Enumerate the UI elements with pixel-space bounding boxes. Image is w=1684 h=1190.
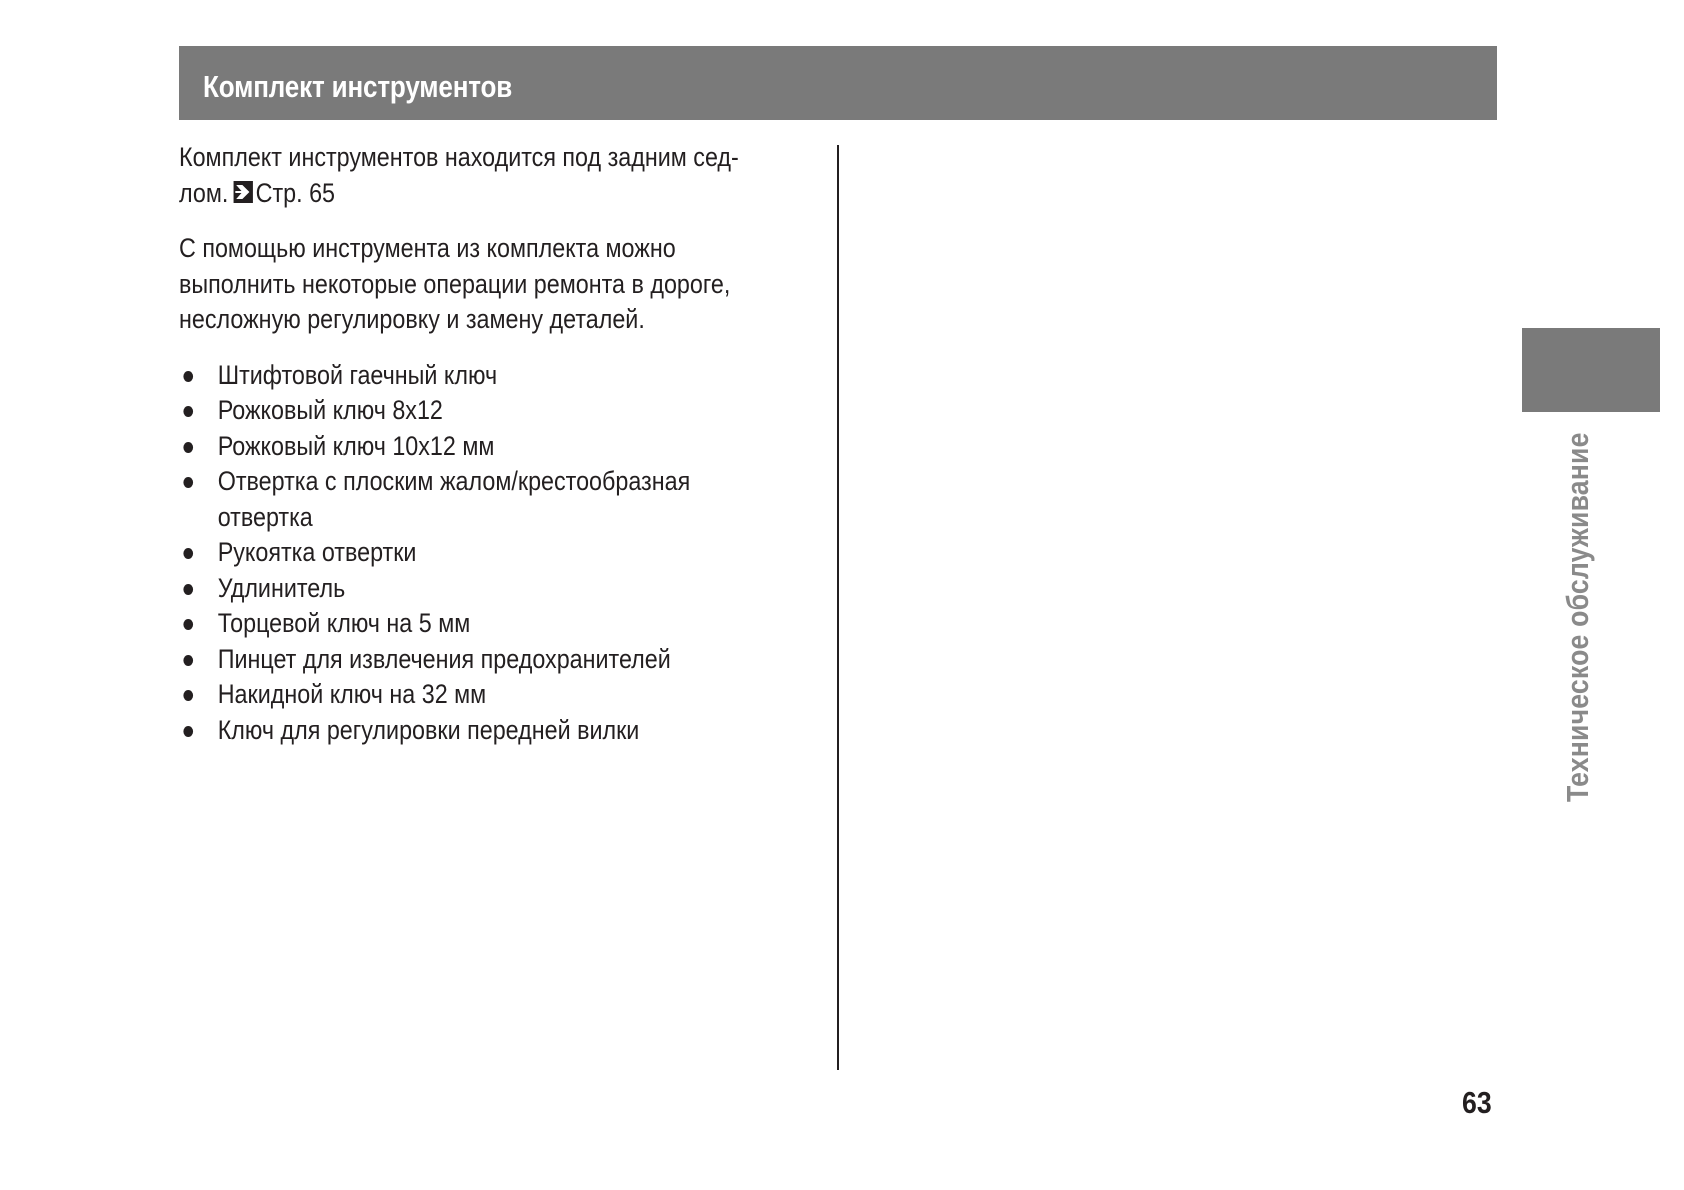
left-column	[179, 140, 819, 748]
bullet-icon	[183, 442, 193, 453]
list-item-label: Рожковый ключ 10x12 мм	[217, 430, 495, 461]
list-item-label: Штифтовой гаечный ключ	[217, 359, 498, 390]
list-item	[179, 642, 834, 678]
list-item	[179, 535, 834, 571]
bullet-icon	[183, 406, 193, 417]
list-item-label: Ключ для регулировки передней вилки	[217, 714, 640, 745]
list-item-label: Рукоятка отвертки	[217, 537, 417, 567]
page-number: 63	[1462, 1085, 1492, 1120]
arrow-right-reference-icon	[234, 181, 253, 203]
section-title: Комплект инструментов	[203, 69, 513, 104]
list-item	[179, 571, 834, 607]
list-item-label: Торцевой ключ на 5 мм	[217, 608, 471, 638]
intro-paragraph	[179, 140, 813, 211]
section-header-bar	[179, 46, 1497, 120]
bullet-icon	[183, 548, 193, 559]
list-item-label: Пинцет для извлечения предохранителей	[217, 643, 671, 674]
page-reference-link[interactable]: Стр. 65	[255, 177, 336, 208]
bullet-icon	[183, 655, 193, 666]
list-item	[179, 429, 834, 465]
intro-line-2-prefix: лом.	[179, 177, 229, 208]
description-line-2: выполнить некоторые операции ремонта в дороге,	[179, 268, 731, 299]
list-item	[179, 677, 834, 713]
bullet-icon	[183, 371, 193, 382]
list-item-label: Удлинитель	[217, 572, 346, 603]
list-item	[179, 393, 834, 429]
list-item	[179, 358, 834, 394]
bullet-icon	[183, 619, 193, 630]
list-item	[179, 464, 834, 535]
description-paragraph	[179, 231, 813, 338]
column-divider	[837, 145, 839, 1070]
description-line-3: несложную регулировку и замену деталей.	[179, 304, 645, 334]
list-item-label: Рожковый ключ 8x12	[217, 395, 443, 425]
bullet-icon	[183, 477, 193, 488]
list-item-label: Накидной ключ на 32 мм	[217, 679, 487, 709]
list-item-label: Отвертка с плоским жалом/крестообразная	[217, 466, 691, 496]
bullet-icon	[183, 584, 193, 595]
tool-list	[179, 358, 819, 749]
description-line-1: С помощью инструмента из комплекта можно	[179, 233, 676, 263]
bullet-icon	[183, 690, 193, 701]
list-item	[179, 713, 834, 749]
intro-line-1: Комплект инструментов находится под задним сед-	[179, 142, 739, 172]
list-item	[179, 606, 834, 642]
list-item-label-continuation: отвертка	[217, 501, 313, 532]
chapter-tab-label	[1561, 372, 1595, 802]
bullet-icon	[183, 726, 193, 737]
chapter-tab-text: Техническое обслуживание	[1560, 432, 1595, 802]
